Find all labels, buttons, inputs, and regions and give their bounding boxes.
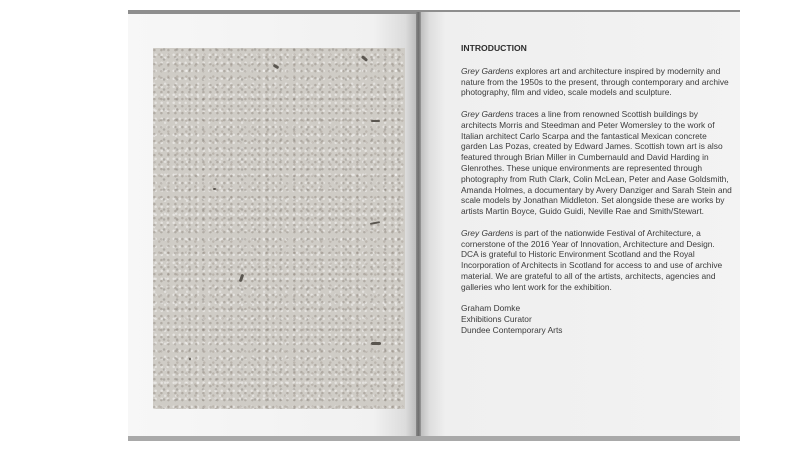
- exhibition-title: Grey Gardens: [461, 108, 514, 119]
- signature: [461, 303, 733, 335]
- paragraph-text: traces a line from renowned Scottish buildings by architects Morris and Steedman and Peter Womersley to the work of Italian architect Carlo Scarpa and the fantastical Mexican concrete garden Las Pozas, created by Edward James. Scottish town art is also featured through Brian Miller in Cumbernauld and David Harding in Glenrothes. These unique environments are represented through photography from Ruth Clark, Colin McLean, Peter and Aase Goldsmith, Amanda Holmes, a documentary by Avery Danziger and Sarah Stein and scale models by Jonathan Middleton. Set alongside these are works by artists Martin Boyce, Guido Guidi, Neville Rae and Smith/Stewart.: [461, 108, 732, 217]
- introduction-text: [461, 43, 733, 347]
- paper-fleck: [370, 221, 380, 225]
- paragraph-text: explores art and architecture inspired by modernity and nature from the 1950s to the present, through contemporary and archive photography, film and video, scale models and sculpture.: [461, 65, 729, 98]
- organisation-name: Dundee Contemporary Arts: [461, 324, 563, 335]
- page-heading: INTRODUCTION: [461, 43, 527, 53]
- book-gutter: [416, 12, 421, 441]
- intro-paragraph: [461, 109, 733, 217]
- curator-role: Exhibitions Curator: [461, 314, 532, 325]
- intro-paragraph: [461, 228, 733, 293]
- paper-fleck: [213, 188, 216, 190]
- intro-paragraph: [461, 66, 733, 98]
- exhibition-title: Grey Gardens: [461, 65, 514, 76]
- paper-fleck: [273, 64, 280, 70]
- paragraph-text: is part of the nationwide Festival of Architecture, a cornerstone of the 2016 Year of Innovation, Architecture and Design. DCA is grateful to Historic Environment Scotland and the Royal Incorporation of Architects in Scotland for access to and use of archive material. We are grateful to all of the artists, architects, agencies and galleries who lent work for the exhibition.: [461, 227, 723, 292]
- paper-fleck: [371, 342, 381, 345]
- paper-fleck: [189, 358, 191, 360]
- speckled-paper-panel: [153, 48, 405, 409]
- paper-fleck: [361, 55, 368, 62]
- exhibition-title: Grey Gardens: [461, 227, 514, 238]
- paper-fleck: [371, 120, 380, 122]
- paper-fleck: [239, 274, 245, 283]
- curator-name: Graham Domke: [461, 303, 521, 314]
- page-bottom-edge: [128, 436, 740, 441]
